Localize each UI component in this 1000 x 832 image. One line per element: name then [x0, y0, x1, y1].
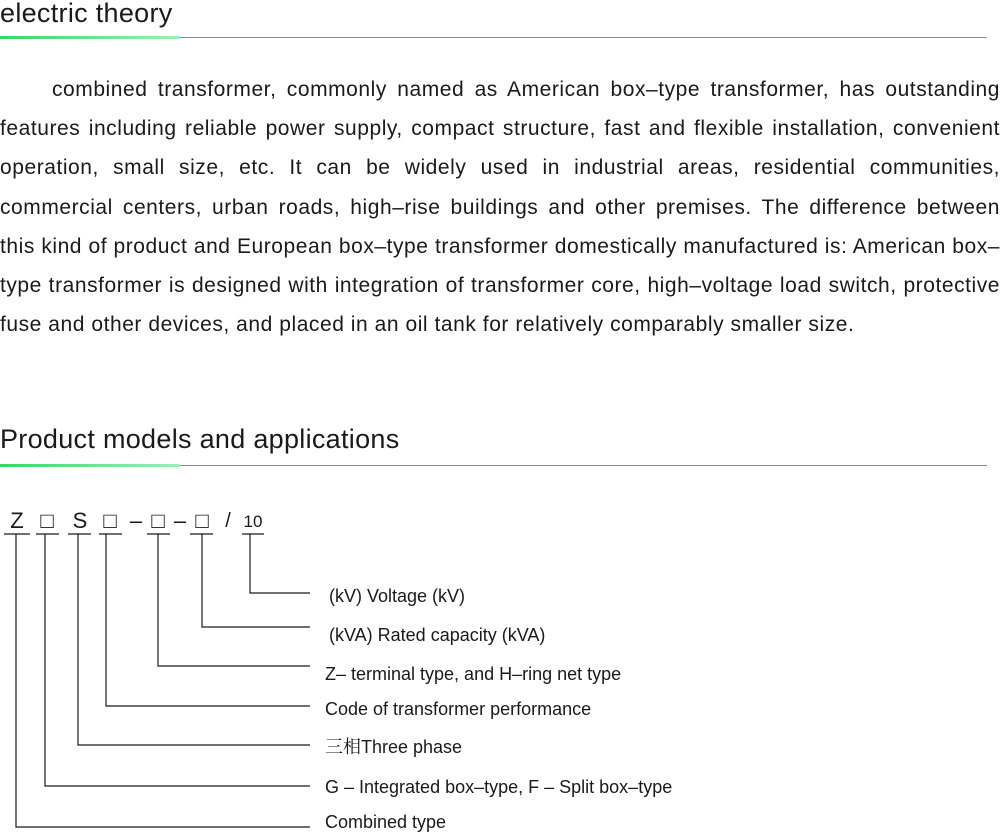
label-voltage: (kV) Voltage (kV): [329, 586, 466, 606]
code-symbol-s: S: [72, 508, 88, 533]
code-symbol-slash: /: [225, 510, 231, 532]
model-code-diagram: [0, 500, 1000, 832]
connector-terminal-type: [158, 534, 310, 666]
label-three-phase: 三相Three phase: [325, 737, 463, 757]
connector-performance-code: [106, 534, 310, 706]
code-symbol-box: □: [40, 508, 54, 533]
code-symbol-z: Z: [10, 508, 24, 533]
connector-voltage: [250, 534, 310, 593]
section-title-product-models: Product models and applications: [0, 424, 400, 454]
code-symbol-box: □: [195, 508, 209, 533]
section-divider: [0, 37, 987, 38]
code-symbol-dash: –: [173, 508, 187, 533]
label-terminal-type: Z– terminal type, and H–ring net type: [325, 664, 622, 684]
label-performance-code: Code of transformer performance: [325, 699, 592, 719]
label-combined-type: Combined type: [325, 812, 447, 832]
code-symbol-box: □: [103, 508, 117, 533]
section-title-electric-theory: electric theory: [0, 0, 173, 28]
connector-box-type: [45, 534, 310, 786]
code-symbol-dash: –: [129, 508, 143, 533]
connector-combined-type: [16, 534, 310, 827]
label-box-type: G – Integrated box–type, F – Split box–type: [325, 777, 673, 797]
section-divider: [0, 465, 987, 466]
electric-theory-paragraph: combined transformer, commonly named as American box–type transformer, has outstanding features including reliable power supply, compact structure, fast and flexible installation, convenient operation, small size, etc. It can be widely used in industrial areas, residential communities, commercial centers, urban roads, high–rise buildings and other premises. The difference between this kind of product and European box–type transformer domestically manufactured is: American box–type transformer is designed with integration of transformer core, high–voltage load switch, protective fuse and other devices, and placed in an oil tank for relatively comparably smaller size.: [0, 78, 1000, 337]
code-symbol-box: □: [151, 508, 165, 533]
connector-three-phase: [78, 534, 310, 745]
connector-rated-capacity: [202, 534, 310, 627]
label-rated-capacity: (kVA) Rated capacity (kVA): [329, 625, 546, 645]
divider-accent: [0, 464, 180, 467]
divider-accent: [0, 36, 180, 39]
code-symbol-voltage: 10: [243, 512, 263, 531]
